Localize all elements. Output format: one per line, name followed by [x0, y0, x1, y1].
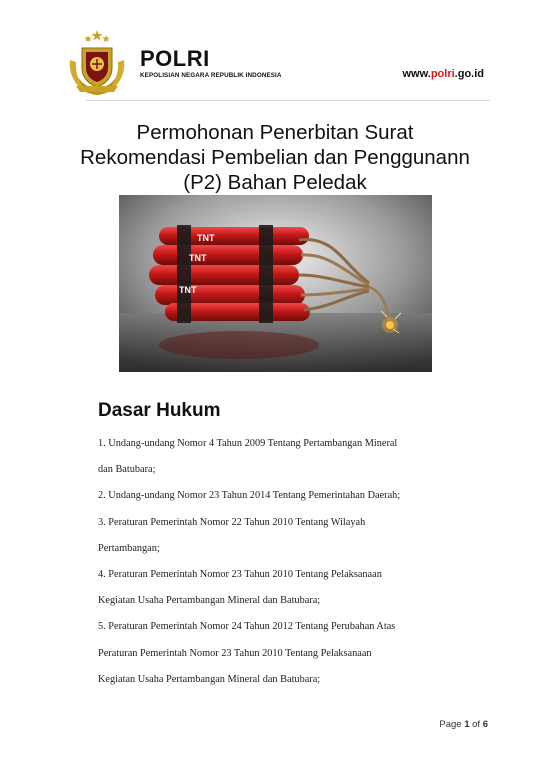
list-item: 5. Peraturan Pemerintah Nomor 24 Tahun 2012 Tentang Perubahan Atas: [98, 621, 396, 633]
page-word: Page: [439, 719, 462, 730]
list-item: 1. Undang-undang Nomor 4 Tahun 2009 Tentang Pertambangan Mineral: [98, 438, 398, 449]
hero-label: TNT: [179, 285, 197, 295]
list-item: Pertambangan;: [98, 542, 160, 554]
list-item: 4. Peraturan Pemerintah Nomor 23 Tahun 2010 Tentang Pelaksanaan: [98, 569, 382, 581]
title-line: Rekomendasi Pembelian dan Penggunann: [80, 146, 470, 169]
law-list: [98, 431, 478, 693]
page-title: [40, 120, 510, 195]
list-item: 3. Peraturan Pemerintah Nomor 22 Tahun 2010 Tentang Wilayah: [98, 516, 366, 528]
of-word: of: [472, 719, 481, 730]
list-item: Kegiatan Usaha Pertambangan Mineral dan Batubara;: [98, 673, 321, 685]
page-number: [439, 719, 488, 730]
brand-subtitle: KEPOLISIAN NEGARA REPUBLIK INDONESIA: [140, 72, 282, 79]
website-suffix: .go.id: [454, 68, 484, 80]
page-header: [62, 28, 492, 100]
website-accent: polri: [430, 68, 455, 80]
hero-label: TNT: [189, 253, 207, 263]
brand-name: POLRI: [140, 46, 210, 71]
brand-block: [140, 48, 282, 80]
total-pages: 6: [482, 719, 488, 730]
list-item: 2. Undang-undang Nomor 23 Tahun 2014 Tentang Pemerintahan Daerah;: [98, 490, 401, 502]
list-item: Peraturan Pemerintah Nomor 23 Tahun 2010 Tentang Pelaksanaan: [98, 647, 372, 659]
section-heading: Dasar Hukum: [98, 400, 221, 421]
polri-emblem-icon: [62, 28, 132, 98]
header-divider: [86, 100, 490, 101]
website-link[interactable]: [403, 68, 485, 80]
current-page: 1: [464, 719, 470, 730]
website-prefix: www.: [402, 68, 431, 80]
title-line: (P2) Bahan Peledak: [183, 171, 367, 194]
list-item: Kegiatan Usaha Pertambangan Mineral dan Batubara;: [98, 595, 321, 607]
list-item: dan Batubara;: [98, 464, 156, 476]
hero-label: TNT: [197, 233, 215, 243]
hero-image: [119, 195, 432, 372]
title-line: Permohonan Penerbitan Surat: [136, 121, 414, 144]
